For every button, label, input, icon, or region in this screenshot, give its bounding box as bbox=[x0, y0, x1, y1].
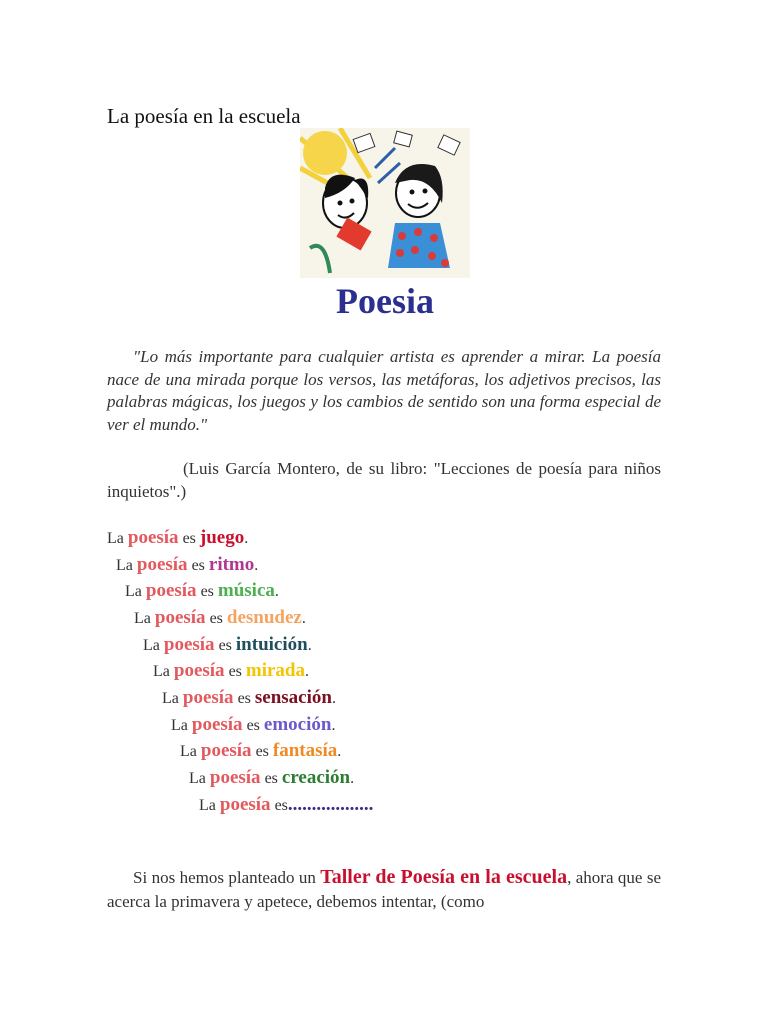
poem-line: La poesía es fantasía. bbox=[180, 740, 342, 761]
poem-line: La poesía es juego. bbox=[107, 527, 249, 548]
poem-line: La poesía es sensación. bbox=[162, 687, 336, 708]
poem-line: La poesía es.................. bbox=[199, 794, 374, 815]
poem-line: La poesía es creación. bbox=[189, 767, 355, 788]
poem-line: La poesía es música. bbox=[125, 580, 279, 601]
quote-paragraph: "Lo más importante para cualquier artista es aprender a mirar. La poesía nace de una mirada porque los versos, las metáforas, los adjetivos precisos, las palabras mágicas, los juegos y los cambios de sentido son una forma especial de ver el mundo." bbox=[107, 347, 661, 434]
workshop-paragraph: Si nos hemos planteado un Taller de Poesía en la escuela, ahora que se acerca la primavera y apetece, debemos intentar, (como bbox=[107, 866, 661, 911]
poem-line: La poesía es desnudez. bbox=[134, 607, 306, 628]
page-title: La poesía en la escuela bbox=[107, 104, 301, 128]
poesia-image-word: Poesia bbox=[336, 281, 434, 321]
children-drawing-image bbox=[300, 128, 470, 323]
poem-line: La poesía es ritmo. bbox=[116, 554, 259, 575]
poem-line: La poesía es emoción. bbox=[171, 714, 336, 735]
citation-paragraph: (Luis García Montero, de su libro: "Lecciones de poesía para niños inquietos".) bbox=[107, 459, 661, 501]
poem-line: La poesía es mirada. bbox=[153, 660, 309, 681]
poesia-illustration bbox=[300, 128, 470, 323]
workshop-highlight: Taller de Poesía en la escuela bbox=[320, 866, 568, 888]
poem-line: La poesía es intuición. bbox=[143, 634, 312, 655]
